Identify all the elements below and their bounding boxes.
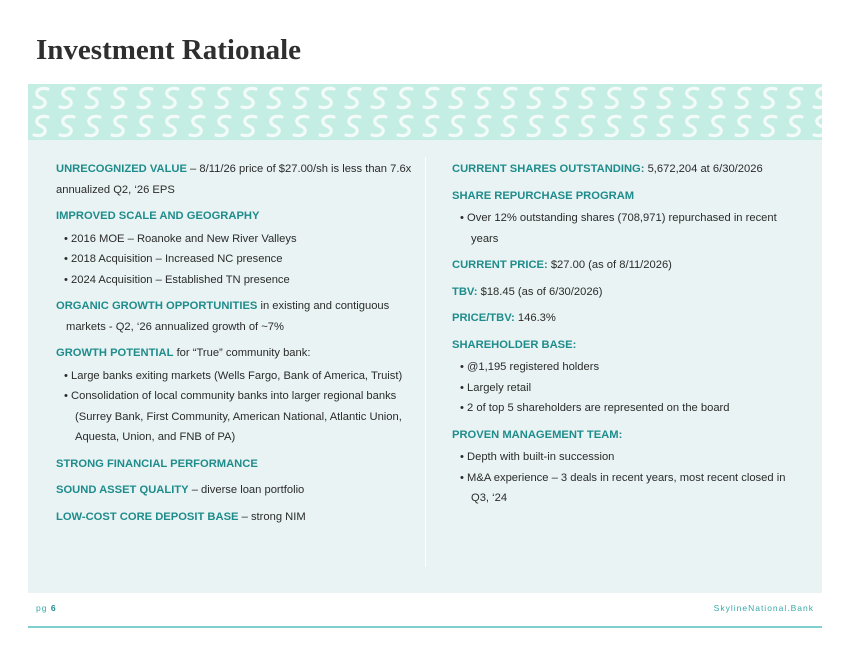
current-price-item [452,255,802,276]
shares-outstanding-label: CURRENT SHARES OUTSTANDING: [452,163,645,175]
decorative-pattern-band [28,84,822,140]
list-item: • Largely retail [452,378,802,399]
share-repurchase-label: SHARE REPURCHASE PROGRAM [452,189,635,202]
page-number [36,603,57,613]
scale-geography-item [56,206,416,227]
growth-potential-item [56,343,416,364]
growth-potential-list [56,366,416,448]
website-link[interactable]: SkylineNational.Bank [713,603,814,613]
organic-growth-item [56,296,416,337]
price-tbv-item [452,308,802,329]
left-column [56,159,416,533]
shareholder-base-item [452,335,802,356]
unrecognized-value-text: – 8/11/26 price of $27.00/sh is less than 7.6x annualized Q2, ‘26 EPS [56,163,412,196]
share-repurchase-item [452,186,802,207]
list-item: • @1,195 registered holders [452,357,802,378]
scale-geography-label: IMPROVED SCALE AND GEOGRAPHY [56,210,260,222]
core-deposit-item [56,507,416,528]
management-team-list [452,447,802,509]
tbv-item [452,282,802,303]
page-number-value: 6 [50,603,57,613]
organic-growth-label: ORGANIC GROWTH OPPORTUNITIES [56,300,258,312]
unrecognized-value-item [56,159,416,200]
list-item: • Large banks exiting markets (Wells Fargo, Bank of America, Truist) [56,366,416,387]
asset-quality-text: – diverse loan portfolio [188,484,305,496]
price-tbv-text: 146.3% [514,312,556,324]
list-item: • Consolidation of local community banks into larger regional banks (Surrey Bank, First Community, American National, Atlantic Union, Aquesta, Union, and FNB of PA) [56,386,416,448]
list-item: • M&A experience – 3 deals in recent years, most recent closed in Q3, ‘24 [452,468,802,509]
tbv-label: TBV: [452,285,478,298]
right-column [452,159,802,515]
unrecognized-value-label: UNRECOGNIZED VALUE [56,163,187,175]
management-team-label: PROVEN MANAGEMENT TEAM: [452,428,623,441]
growth-potential-label: GROWTH POTENTIAL [56,347,174,359]
footer-rule [28,626,822,628]
growth-potential-text: for “True” community bank: [173,347,311,359]
financial-performance-label: STRONG FINANCIAL PERFORMANCE [56,457,258,470]
tbv-text: $18.45 (as of 6/30/2026) [477,285,603,298]
management-team-item [452,425,802,446]
shareholder-base-list [452,357,802,419]
asset-quality-label: SOUND ASSET QUALITY [56,484,189,496]
list-item: • 2024 Acquisition – Established TN presence [56,270,416,291]
column-divider [425,157,426,567]
page-title: Investment Rationale [36,34,302,66]
core-deposit-label: LOW-COST CORE DEPOSIT BASE [56,510,239,523]
list-item: • 2018 Acquisition – Increased NC presence [56,249,416,270]
shares-outstanding-text: 5,672,204 at 6/30/2026 [644,163,763,175]
list-item: • 2 of top 5 shareholders are represented on the board [452,398,802,419]
list-item: • Over 12% outstanding shares (708,971) repurchased in recent years [452,208,802,249]
list-item: • Depth with built-in succession [452,447,802,468]
financial-performance-item [56,454,416,475]
current-price-label: CURRENT PRICE: [452,259,548,271]
current-price-text: $27.00 (as of 8/11/2026) [547,259,672,271]
list-item: • 2016 MOE – Roanoke and New River Valleys [56,229,416,250]
page-prefix: pg [36,603,51,613]
asset-quality-item [56,480,416,501]
organic-growth-text: in existing and contiguous markets - Q2, ‘26 annualized growth of ~7% [66,300,390,333]
shareholder-base-label: SHAREHOLDER BASE: [452,338,577,351]
core-deposit-text: – strong NIM [238,510,306,523]
shares-outstanding-item [452,159,802,180]
share-repurchase-list [452,208,802,249]
price-tbv-label: PRICE/TBV: [452,312,515,324]
scale-geography-list [56,229,416,291]
